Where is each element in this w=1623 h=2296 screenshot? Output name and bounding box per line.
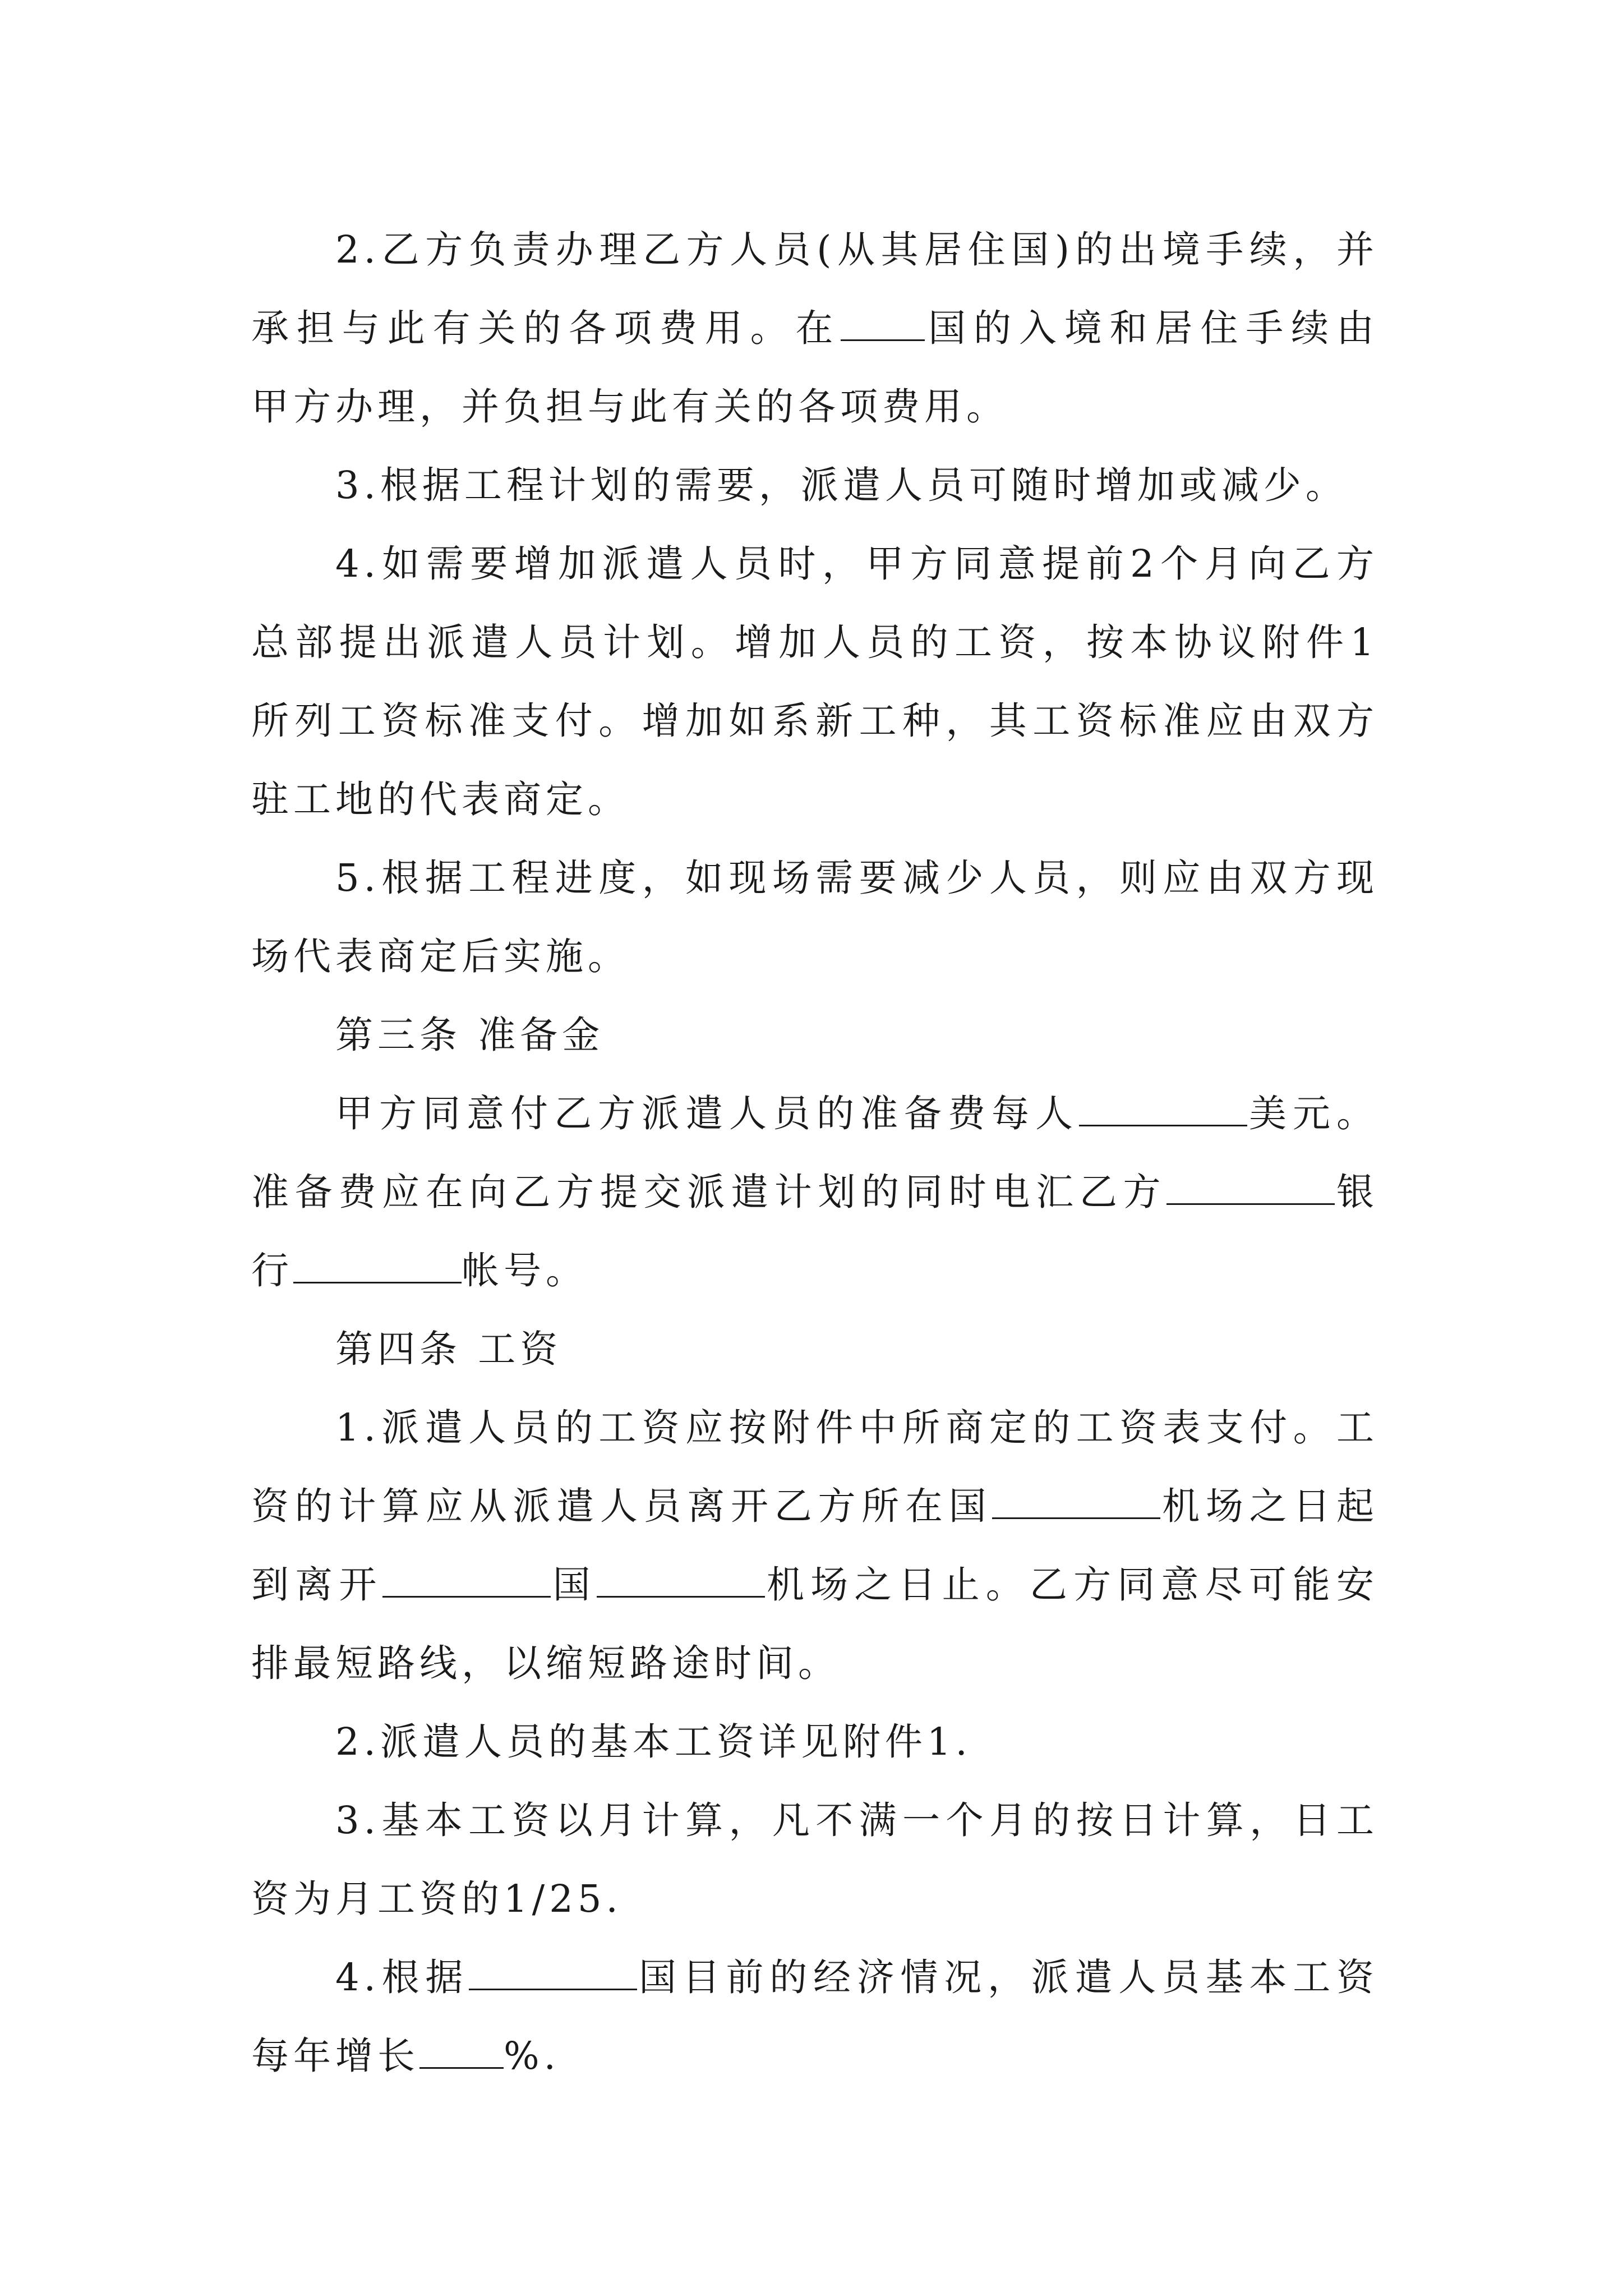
paragraph-line [251,210,1378,289]
document-body [251,210,1378,2095]
article-heading [251,996,1378,1074]
text-segment: 2.派遣人员的基本工资详见附件1. [335,1720,972,1764]
paragraph-line [251,1545,1378,1624]
text-segment: 承担与此有关的各项费用。在 [251,306,841,350]
text-segment: 3.根据工程计划的需要，派遣人员可随时增加或减少。 [335,463,1348,507]
paragraph-line [251,1153,1378,1231]
text-segment: 到离开 [251,1563,383,1607]
paragraph-line [251,367,1378,446]
fill-in-blank [1079,1091,1247,1126]
paragraph-line [251,1703,1378,1781]
paragraph-line [251,1231,1378,1310]
text-segment: 4.根据 [335,1955,469,1999]
article-heading [251,1310,1378,1388]
text-segment: 驻工地的代表商定。 [251,777,630,821]
text-segment: 1.派遣人员的工资应按附件中所商定的工资表支付。工 [335,1406,1378,1450]
text-segment: 资为月工资的1/25. [251,1877,623,1921]
text-segment: 5.根据工程进度，如现场需要减少人员，则应由双方现 [335,856,1378,900]
text-segment: 2.乙方负责办理乙方人员(从其居住国)的出境手续，并 [335,228,1378,272]
paragraph-line [251,760,1378,839]
text-segment: 所列工资标准支付。增加如系新工种，其工资标准应由双方 [251,699,1378,743]
text-segment: 银 [1335,1170,1379,1214]
text-segment: 机场之日起 [1160,1484,1379,1528]
paragraph-line [251,289,1378,367]
text-segment: 国的入境和居住手续由 [925,306,1379,350]
text-segment: 场代表商定后实施。 [251,935,630,978]
text-segment: 行 [251,1249,293,1292]
paragraph-line [251,603,1378,682]
paragraph-line [251,1860,1378,1938]
fill-in-blank [382,1562,551,1598]
paragraph-line [251,917,1378,996]
fill-in-blank [992,1484,1160,1519]
text-segment: 机场之日止。乙方同意尽可能安 [764,1563,1379,1607]
fill-in-blank [841,306,925,341]
paragraph-line [251,1781,1378,1860]
text-segment: 帐号。 [462,1249,588,1292]
text-segment: 国目前的经济情况，派遣人员基本工资 [637,1955,1378,1999]
text-segment: 3.基本工资以月计算，凡不满一个月的按日计算，日工 [335,1798,1378,1842]
fill-in-blank [293,1248,462,1283]
paragraph-line [251,1624,1378,1703]
text-segment: 国 [551,1563,597,1607]
paragraph-line [251,1938,1378,2017]
paragraph-line [251,1388,1378,1467]
fill-in-blank [469,1955,637,1990]
text-segment: 总部提出派遣人员计划。增加人员的工资，按本协议附件1 [251,620,1378,664]
text-segment: 每年增长 [251,2034,419,2078]
text-segment: 美元。 [1247,1092,1378,1135]
paragraph-line [251,1467,1378,1545]
fill-in-blank [597,1562,765,1598]
text-segment: 4.如需要增加派遣人员时，甲方同意提前2个月向乙方 [335,542,1378,586]
paragraph-line [251,524,1378,603]
text-segment: 甲方同意付乙方派遣人员的准备费每人 [335,1092,1079,1135]
text-segment: %. [504,2034,560,2078]
text-segment: 准备费应在向乙方提交派遣计划的同时电汇乙方 [251,1170,1167,1214]
paragraph-line [251,2017,1378,2095]
fill-in-blank [1166,1170,1335,1205]
paragraph-line [251,682,1378,760]
text-segment: 资的计算应从派遣人员离开乙方所在国 [251,1484,993,1528]
paragraph-line [251,1074,1378,1153]
heading-text: 第三条 准备金 [335,1013,605,1057]
paragraph-line [251,839,1378,917]
heading-text: 第四条 工资 [335,1327,562,1371]
text-segment: 甲方办理，并负担与此有关的各项费用。 [251,385,1008,429]
fill-in-blank [419,2033,504,2069]
paragraph-line [251,446,1378,524]
text-segment: 排最短路线，以缩短路途时间。 [251,1641,840,1685]
